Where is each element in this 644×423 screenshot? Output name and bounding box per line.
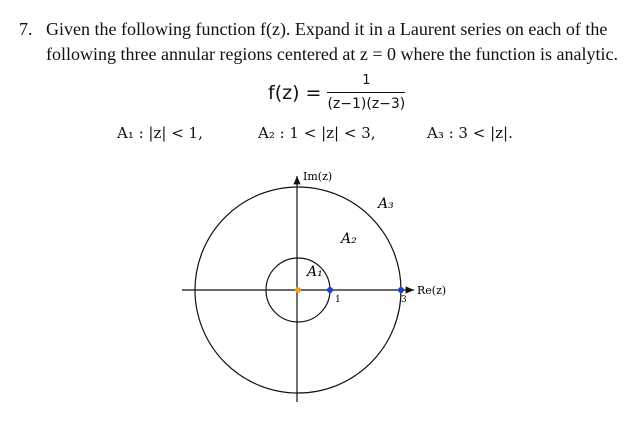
formula-lhs: f(z) = [268, 81, 322, 104]
problem-number: 7. [19, 19, 33, 39]
origin-point [295, 287, 301, 293]
problem-statement: Given the following function f(z). Expand it in a Laurent series on each of the following three annular regions centered at z = 0 where the function is analytic. [46, 19, 618, 64]
tick-label-3: 3 [401, 295, 407, 305]
tick-label-1: 1 [335, 295, 341, 305]
im-axis-label: Im(z) [303, 170, 333, 183]
region-a2-label: A₂ [341, 231, 357, 247]
point-3 [398, 287, 404, 293]
region-a3-definition: A₃ : 3 < |z|. [427, 124, 513, 142]
formula-numerator: 1 [362, 73, 371, 88]
point-1 [327, 287, 333, 293]
formula-denominator: (z−1)(z−3) [327, 92, 405, 113]
region-a1-label: A₁ [307, 264, 323, 280]
region-a2-definition: A₂ : 1 < |z| < 3, [258, 124, 376, 142]
re-axis-label: Re(z) [417, 284, 447, 297]
region-a1-definition: A₁ : |z| < 1, [117, 124, 203, 142]
region-a3-label: A₃ [378, 196, 394, 212]
